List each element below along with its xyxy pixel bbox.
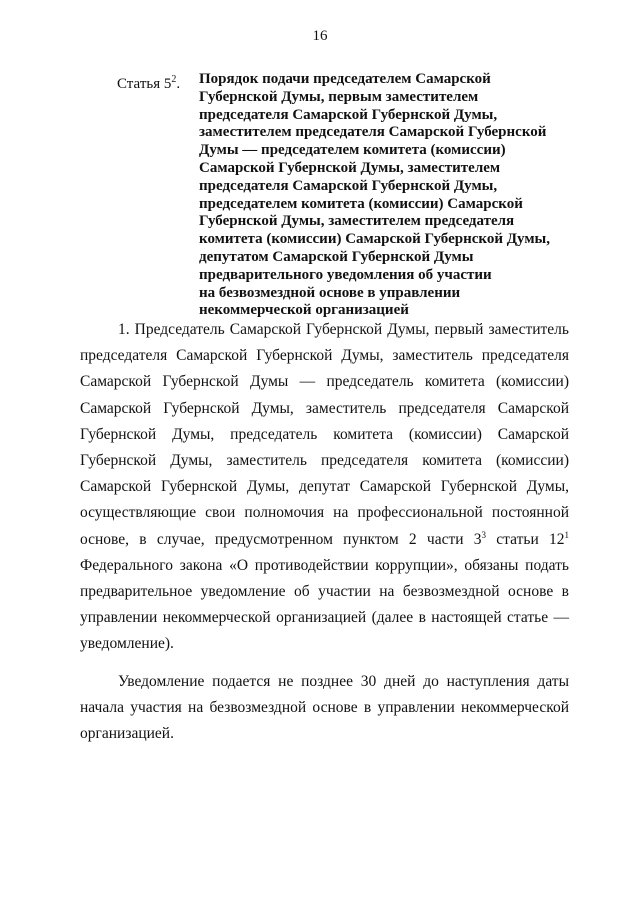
paragraph-1-sup-a: 3 [481,529,487,540]
paragraph-1-text-c: Федерального закона «О противодействии коррупции», обязаны подать предварительное уведомление об участии на безвозмездной основе в управлении некоммерческой организацией (далее в настоящей статье — уведомление). [80,556,569,653]
article-label [117,71,180,93]
page-number: 16 [312,28,328,44]
paragraph-1 [80,317,569,658]
article-label-dot: . [176,76,181,92]
article-label-text: Статья 5 [117,76,172,92]
paragraph-1-sup-b: 1 [564,529,569,540]
article-title-line: Порядок подачи председателем Самарской [199,71,491,87]
article-title-line: Губернской Думы, заместителем председателя [199,213,515,230]
article-title-line: Самарской Губернской Думы, заместителем [199,159,501,176]
article-title-line: председателя Самарской Губернской Думы, [199,106,498,123]
article-title [199,71,569,320]
article-title-line: комитета (комиссии) Самарской Губернской Думы, [199,231,551,248]
article-title-line: Губернской Думы, первым заместителем [199,88,479,105]
article-title-line: предварительного уведомления об участии [199,266,492,283]
article-body [80,317,569,747]
article-title-line: председателя Самарской Губернской Думы, [199,177,498,194]
article-title-line: на безвозмездной основе в управлении [199,284,461,301]
paragraph-1-text-a: 1. Председатель Самарской Губернской Думы, первый заместитель председателя Самарской Губернской Думы, заместитель председателя Самарской Губернской Думы — председатель комитета (комиссии) Самарской Губернской Думы, заместитель председателя Самарской Губернской Думы, председатель комитета (комиссии) Самарской Губернской Думы, заместитель председателя комитета (комиссии) Самарской Губернской Думы, депутат Самарской Губернской Думы, осуществляющие свои полномочия на профессиональной постоянной основе, в случае, предусмотренном пунктом 2 части 3 [80,321,569,548]
article-title-line: заместителем председателя Самарской Губернской [199,124,547,141]
article-title-line: председателем комитета (комиссии) Самарской [199,195,523,212]
paragraph-2: Уведомление подается не позднее 30 дней до наступления даты начала участия на безвозмездной основе в управлении некоммерческой организацией. [80,672,569,743]
article-title-line: некоммерческой организацией [199,302,409,319]
article-title-line: Думы — председателем комитета (комиссии) [199,142,506,159]
article-label-superscript: 2 [171,74,177,85]
paragraph-1-text-b: статьи 12 [486,530,565,548]
article-title-line: депутатом Самарской Губернской Думы [199,248,474,265]
